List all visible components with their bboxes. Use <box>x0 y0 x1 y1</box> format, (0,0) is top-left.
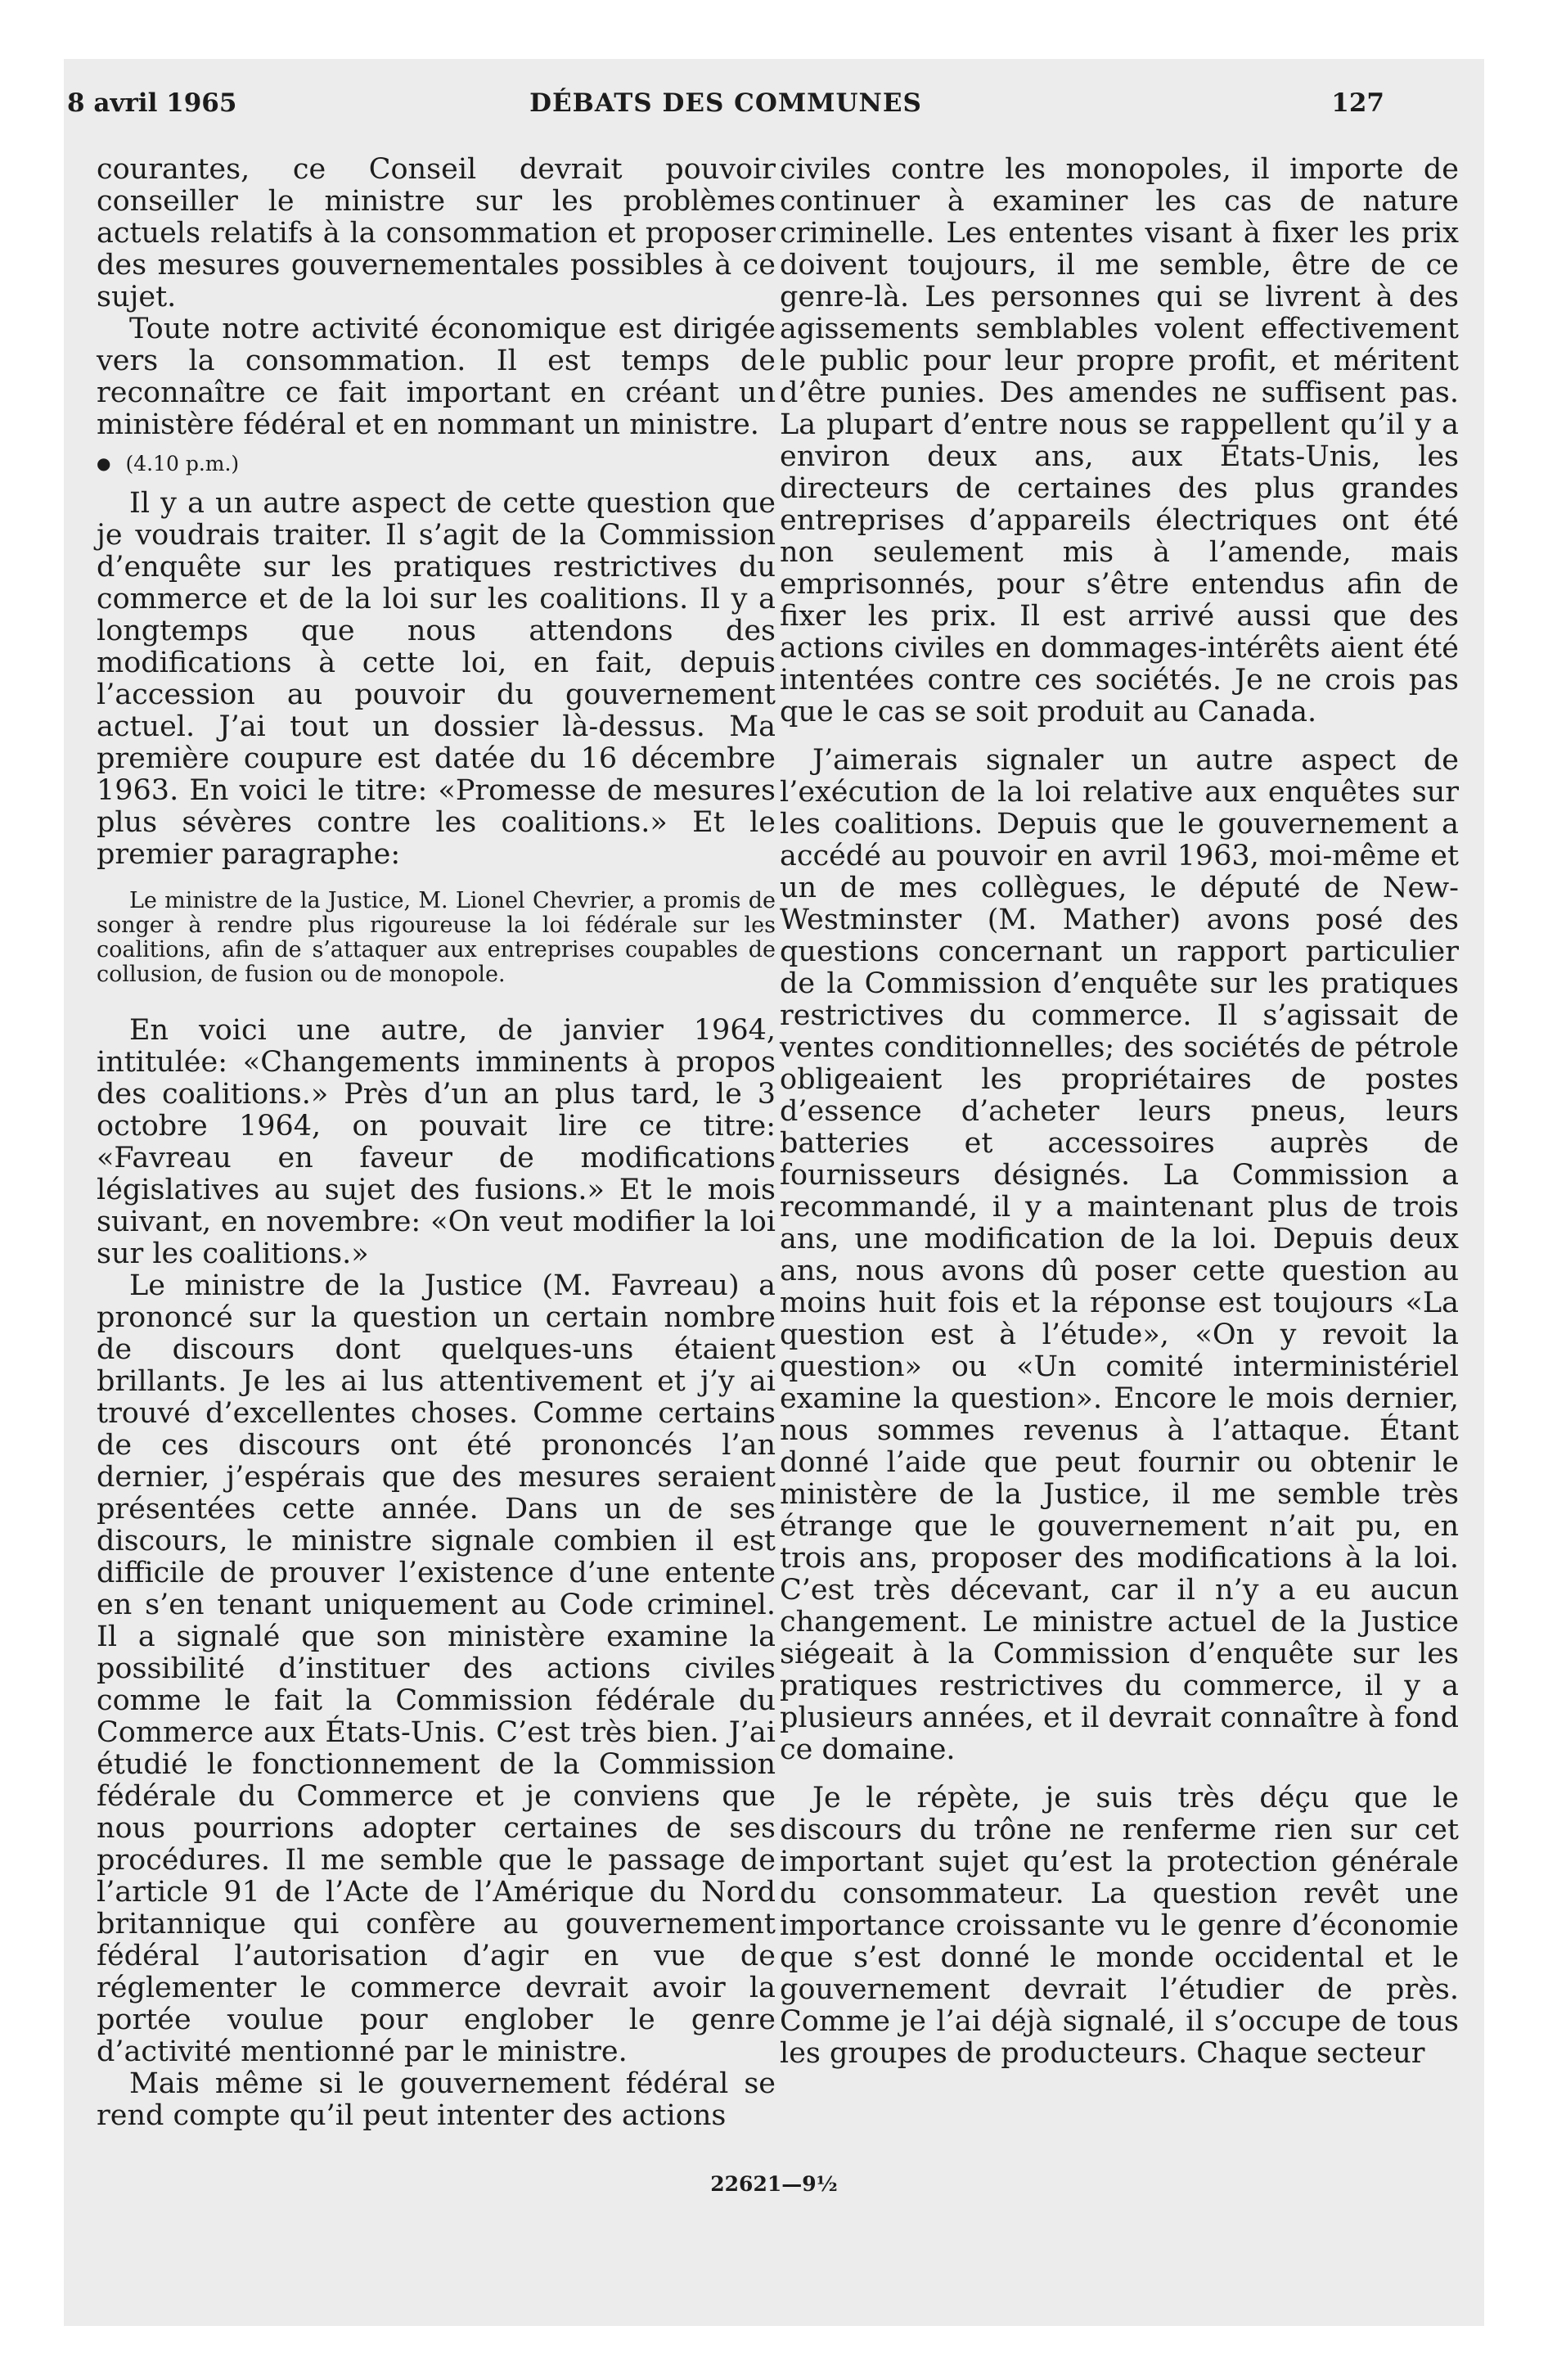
time-marker <box>97 448 776 480</box>
paragraph: civiles contre les monopoles, il importe de continuer à examiner les cas de nature criminelle. Les ententes visant à fixer les prix doivent toujours, il me semble, être de ce genre-là. Les personnes qui se livrent à des agissements semblables volent effectivement le public pour leur propre profit, et méritent d’être punies. Des amendes ne suffisent pas. La plupart d’entre nous se rappellent qu’il y a environ deux ans, aux États-Unis, les directeurs de certaines des plus grandes entreprises d’appareils électriques ont été non seulement mis à l’amende, mais emprisonnés, pour s’être entendus afin de fixer les prix. Il est arrivé aussi que des actions civiles en dommages-intérêts aient été intentées contre ces sociétés. Je ne crois pas que le cas se soit produit au Canada. <box>780 153 1459 728</box>
paragraph: Mais même si le gouvernement fédéral se rend compte qu’il peut intenter des actions <box>97 2067 776 2132</box>
paragraph: Le ministre de la Justice (M. Favreau) a prononcé sur la question un certain nombre de discours dont quelques-uns étaient brillants. Je les ai lus attentivement et j’y ai trouvé d’excellentes choses. Comme certains de ces discours ont été prononcés l’an dernier, j’espérais que des mesures seraient présentées cette année. Dans un de ses discours, le ministre signale combien il est difficile de prouver l’existence d’une entente en s’en tenant uniquement au Code criminel. Il a signalé que son ministère examine la possibilité d’instituer des actions civiles comme le fait la Commission fédérale du Commerce aux États-Unis. C’est très bien. J’ai étudié le fonctionnement de la Commission fédérale du Commerce et je conviens que nous pourrions adopter certaines de ses procédures. Il me semble que le passage de l’article 91 de l’Acte de l’Amérique du Nord britannique qui confère au gouvernement fédéral l’autorisation d’agir en vue de réglementer le commerce devrait avoir la portée voulue pour englober le genre d’activité mentionné par le ministre. <box>97 1269 776 2068</box>
right-column <box>780 154 1459 2070</box>
bullet-icon: ● <box>97 453 111 473</box>
paragraph: courantes, ce Conseil devrait pouvoir conseiller le ministre sur les problèmes actuels relatifs à la consommation et proposer des mesures gouvernementales possibles à ce sujet. <box>97 153 776 313</box>
paragraph: J’aimerais signaler un autre aspect de l’exécution de la loi relative aux enquêtes sur les coalitions. Depuis que le gouvernement a accédé au pouvoir en avril 1963, moi-même et un de mes collègues, le député de New-Westminster (M. Mather) avons posé des questions concernant un rapport particulier de la Commission d’enquête sur les pratiques restrictives du commerce. Il s’agissait de ventes conditionnelles; des sociétés de pétrole obligeaient les propriétaires de postes d’essence d’acheter leurs pneus, leurs batteries et accessoires auprès de fournisseurs désignés. La Commission a recommandé, il y a maintenant plus de trois ans, une modification de la loi. Depuis deux ans, nous avons dû poser cette question au moins huit fois et la réponse est toujours «La question est à l’étude», «On y revoit la question» ou «Un comité interministériel examine la question». Encore le mois dernier, nous sommes revenus à l’attaque. Étant donné l’aide que peut fournir ou obtenir le ministère de la Justice, il me semble très étrange que le gouvernement n’ait pu, en trois ans, proposer des modifications à la loi. C’est très décevant, car il n’y a eu aucun changement. Le ministre actuel de la Justice siégeait à la Commission d’enquête sur les pratiques restrictives du commerce, il y a plusieurs années, et il devrait connaître à fond ce domaine. <box>780 744 1459 1766</box>
footer-code: 22621—9½ <box>710 2172 838 2196</box>
header-title: DÉBATS DES COMMUNES <box>529 88 922 118</box>
paragraph: Il y a un autre aspect de cette question que je voudrais traiter. Il s’agit de la Commission d’enquête sur les pratiques restrictives du commerce et de la loi sur les coalitions. Il y a longtemps que nous attendons des modifications à cette loi, en fait, depuis l’accession au pouvoir du gouvernement actuel. J’ai tout un dossier là-dessus. Ma première coupure est datée du 16 décembre 1963. En voici le titre: «Promesse de mesures plus sévères contre les coalitions.» Et le premier paragraphe: <box>97 487 776 871</box>
paragraph: Toute notre activité économique est dirigée vers la consommation. Il est temps de reconnaître ce fait important en créant un ministère fédéral et en nommant un ministre. <box>97 313 776 441</box>
paragraph: En voici une autre, de janvier 1964, intitulée: «Changements imminents à propos des coalitions.» Près d’un an plus tard, le 3 octobre 1964, on pouvait lire ce titre: «Favreau en faveur de modifications législatives au sujet des fusions.» Et le mois suivant, en novembre: «On veut modifier la loi sur les coalitions.» <box>97 1014 776 1270</box>
block-quote <box>97 889 776 987</box>
page-number: 127 <box>1331 88 1384 118</box>
paragraph: Je le répète, je suis très déçu que le discours du trône ne renferme rien sur cet important sujet qu’est la protection générale du consommateur. La question revêt une importance croissante vu le genre d’économie que s’est donné le monde occidental et le gouvernement devrait l’étudier de près. Comme je l’ai déjà signalé, il s’occupe de tous les groupes de producteurs. Chaque secteur <box>780 1782 1459 2070</box>
time-stamp: (4.10 p.m.) <box>125 452 240 476</box>
header-date: 8 avril 1965 <box>67 88 237 118</box>
left-column <box>97 154 776 2132</box>
quote-text: Le ministre de la Justice, M. Lionel Chevrier, a promis de songer à rendre plus rigoureuse la loi fédérale sur les coalitions, afin de s’attaquer aux entreprises coupables de collusion, de fusion ou de monopole. <box>97 888 776 987</box>
page-header <box>67 88 1384 129</box>
